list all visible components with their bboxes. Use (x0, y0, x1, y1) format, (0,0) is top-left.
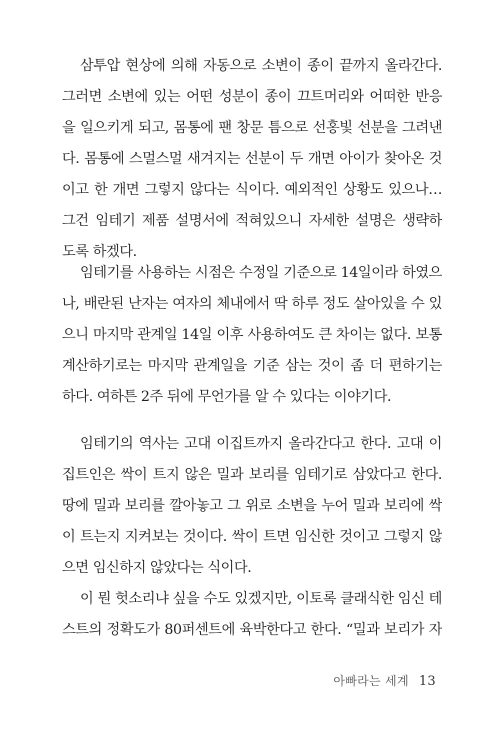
text-line: 다. 몸통에 스멀스멀 새겨지는 선분이 두 개면 아이가 찾아온 것 (62, 151, 442, 167)
text-line: 삼투압 현상에 의해 자동으로 소변이 종이 끝까지 올라간다. (80, 58, 442, 74)
text-line: 계산하기로는 마지막 관계일을 기준 삼는 것이 좀 더 편하기는 (62, 358, 442, 374)
text-line: 그건 임테기 제품 설명서에 적혀있으니 자세한 설명은 생략하 (62, 213, 442, 229)
page-number: 13 (418, 674, 436, 689)
page-footer (333, 672, 436, 689)
text-line: 임테기의 역사는 고대 이집트까지 올라간다고 한다. 고대 이 (80, 436, 442, 452)
text-line: 이 트는지 지켜보는 것이다. 싹이 트면 임신한 것이고 그렇지 않 (62, 529, 442, 545)
text-line: 집트인은 싹이 트지 않은 밀과 보리를 임테기로 삼았다고 한다. (62, 467, 442, 483)
text-line: 을 일으키게 되고, 몸통에 팬 창문 틈으로 선홍빛 선분을 그려낸 (62, 120, 442, 136)
text-line: 이 뭔 헛소리냐 싶을 수도 있겠지만, 이토록 클래식한 임신 테 (80, 591, 442, 607)
text-line: 도록 하겠다. (62, 244, 137, 260)
paragraph-3 (62, 429, 442, 646)
text-line: 땅에 밀과 보리를 깔아놓고 그 위로 소변을 누어 밀과 보리에 싹 (62, 498, 442, 514)
paragraph-1 (62, 51, 442, 268)
paragraph-2 (62, 258, 442, 413)
text-line: 으니 마지막 관계일 14일 이후 사용하여도 큰 차이는 없다. 보통 (62, 327, 442, 343)
text-line: 스트의 정확도가 80퍼센트에 육박한다고 한다. “밀과 보리가 자 (62, 622, 442, 638)
text-line: 하다. 여하튼 2주 뒤에 무언가를 알 수 있다는 이야기다. (62, 389, 392, 405)
text-line: 그러면 소변에 있는 어떤 성분이 종이 끄트머리와 어떠한 반응 (62, 89, 442, 105)
text-line: 으면 임신하지 않았다는 식이다. (62, 560, 252, 576)
text-line: 임테기를 사용하는 시점은 수정일 기준으로 14일이라 하였으 (80, 265, 442, 281)
text-line: 나, 배란된 난자는 여자의 체내에서 딱 하루 정도 살아있을 수 있 (62, 296, 442, 312)
text-line: 이고 한 개면 그렇지 않다는 식이다. 예외적인 상황도 있으나… (62, 182, 442, 198)
running-title: 아빠라는 세계 (333, 674, 409, 688)
